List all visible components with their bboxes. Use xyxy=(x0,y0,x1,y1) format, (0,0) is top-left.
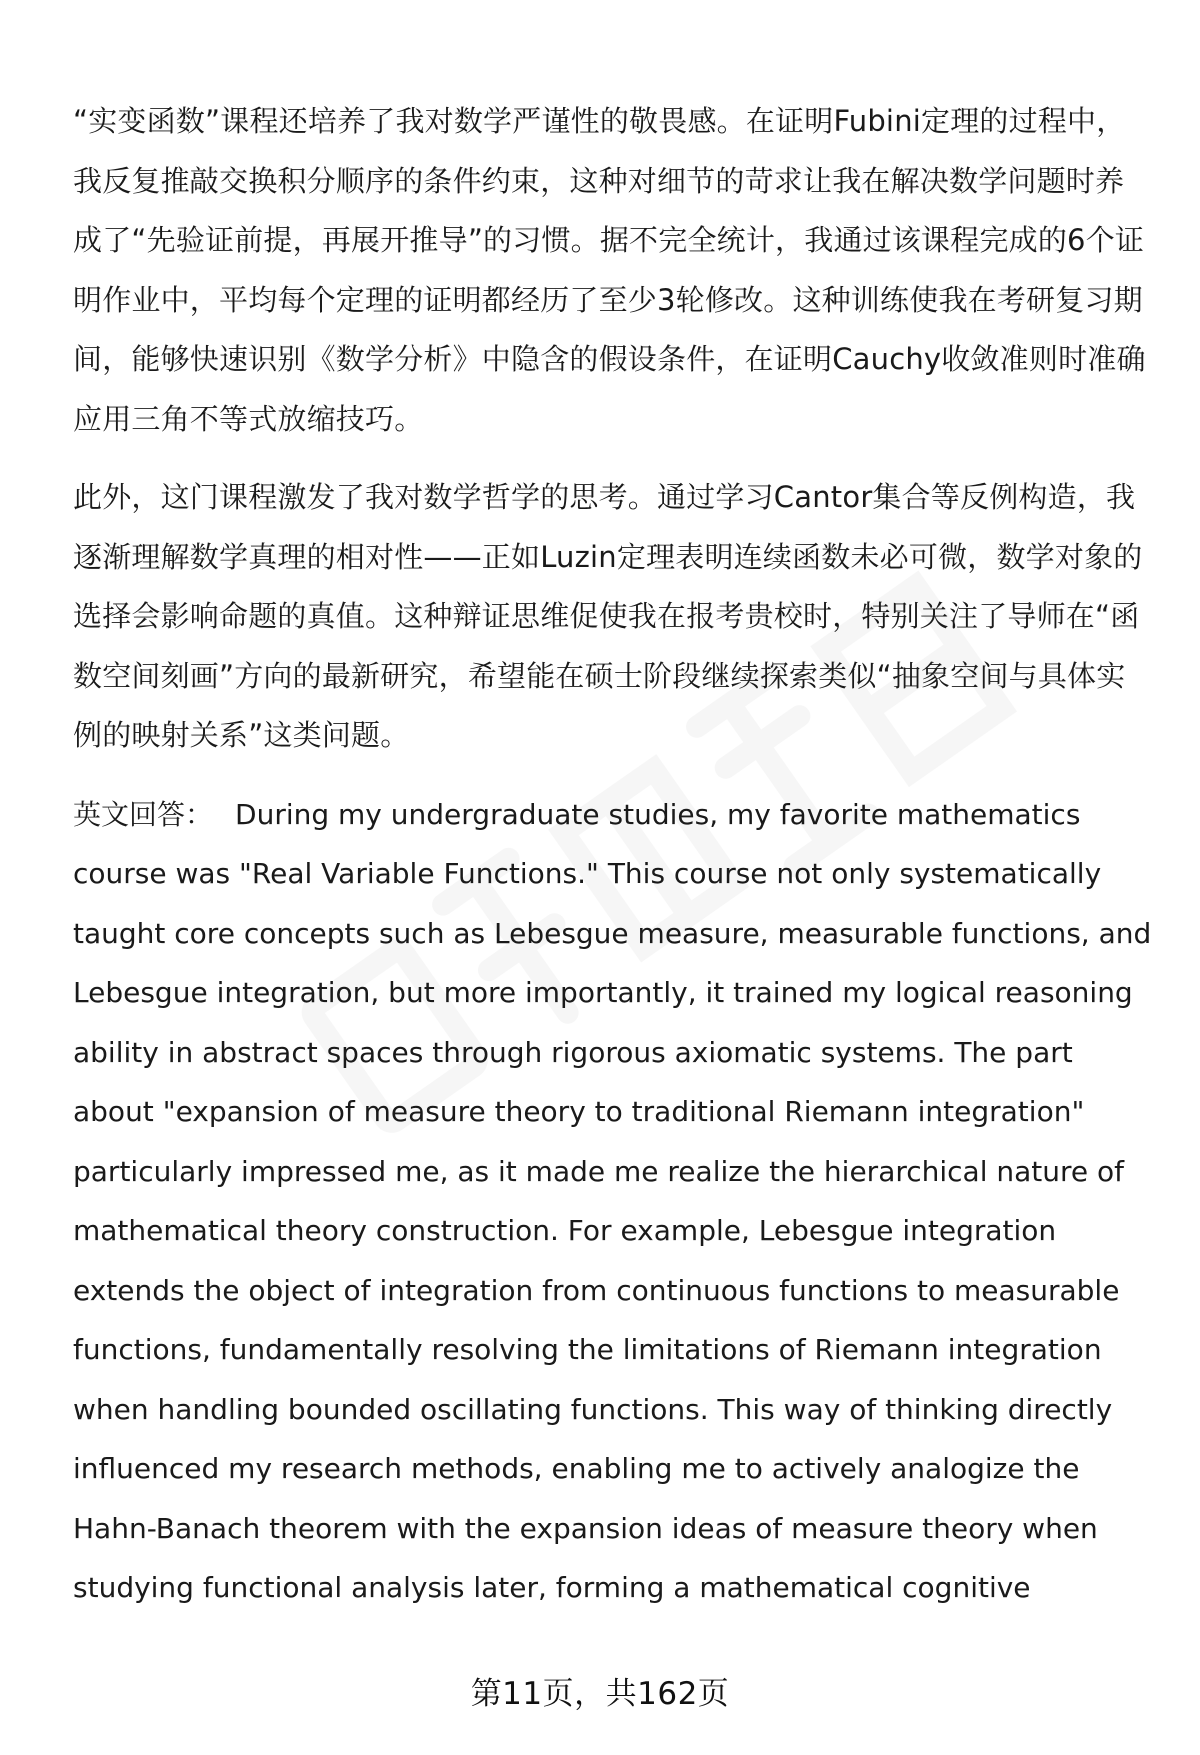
english-answer-text: During my undergraduate studies, my favorite mathematics course was "Real Variable Functions." This course not only systematically taught core concepts such as Lebesgue measure, measurable functions, and Lebesgue integration, but more importantly, it trained my logical reasoning ability in abstract spaces through rigorous axiomatic systems. The part about "expansion of measure theory to traditional Riemann integration" particularly impressed me, as it made me realize the hierarchical nature of mathematical theory construction. For example, Lebesgue integration extends the object of integration from continuous functions to measurable functions, fundamentally resolving the limitations of Riemann integration when handling bounded oscillating functions. This way of thinking directly influenced my research methods, enabling me to actively analogize the Hahn-Banach theorem with the expansion ideas of measure theory when studying functional analysis later, forming a mathematical cognitive xyxy=(73,797,1152,1604)
paragraph-rigor: “实变函数”课程还培养了我对数学严谨性的敬畏感。在证明Fubini定理的过程中，我反复推敲交换积分顺序的条件约束，这种对细节的苛求让我在解决数学问题时养成了“先验证前提，再展开推导”的习惯。据不完全统计，我通过该课程完成的6个证明作业中，平均每个定理的证明都经历了至少3轮修改。这种训练使我在考研复习期间，能够快速识别《数学分析》中隐含的假设条件，在证明Cauchy收敛准则时准确应用三角不等式放缩技巧。 xyxy=(73,104,1146,436)
paragraph-philosophy: 此外，这门课程激发了我对数学哲学的思考。通过学习Cantor集合等反例构造，我逐渐理解数学真理的相对性——正如Luzin定理表明连续函数未必可微，数学对象的选择会影响命题的真值。这种辩证思维促使我在报考贵校时，特别关注了导师在“函数空间刻画”方向的最新研究，希望能在硕士阶段继续探索类似“抽象空间与具体实例的映射关系”这类问题。 xyxy=(73,480,1143,752)
page-number-footer: 第11页，共162页 xyxy=(470,1676,730,1712)
paragraph-english-answer xyxy=(73,785,1153,1618)
document-body xyxy=(73,92,1153,1618)
english-answer-label: 英文回答： xyxy=(73,797,214,831)
